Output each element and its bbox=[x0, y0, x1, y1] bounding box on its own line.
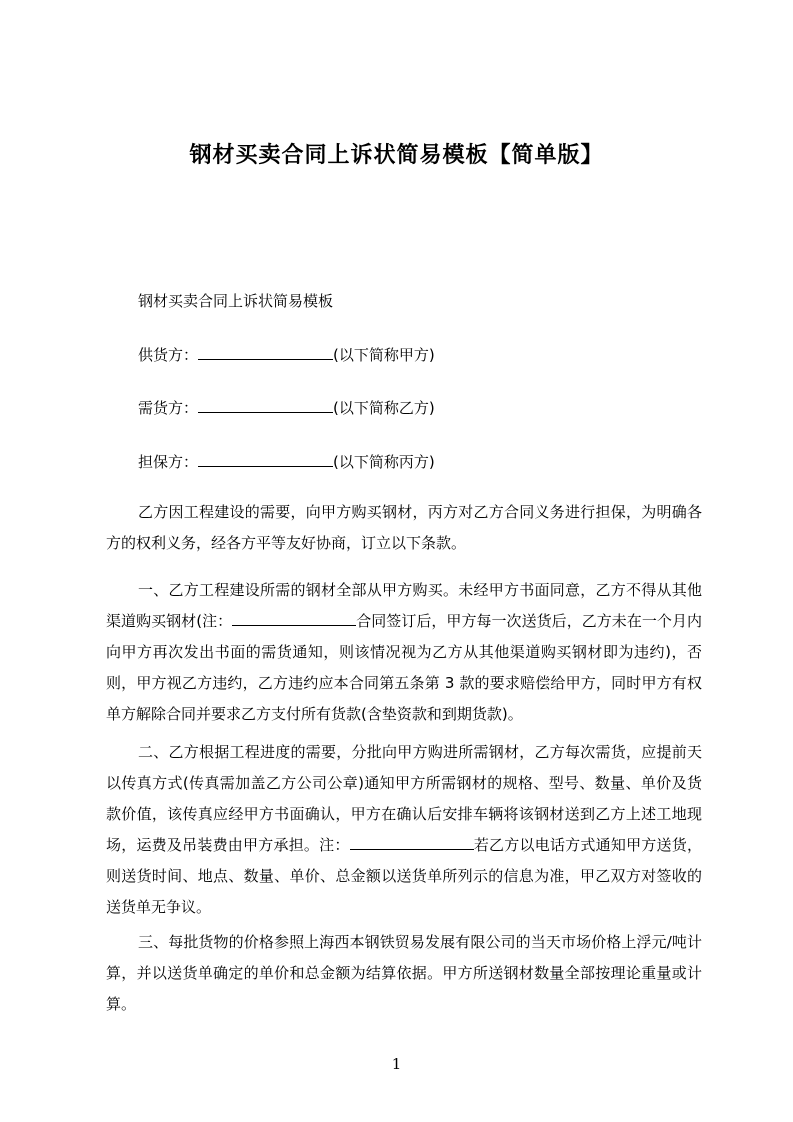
clause-3-paragraph: 三、每批货物的价格参照上海西本钢铁贸易发展有限公司的当天市场价格上浮元/吨计算，并以送货单确定的单价和总金额为结算依据。甲方所送钢材数量全部按理论重量或计算。 bbox=[106, 933, 702, 1013]
party-buyer-blank bbox=[198, 398, 333, 413]
document-title: 钢材买卖合同上诉状简易模板【简单版】 bbox=[189, 143, 604, 168]
party-buyer-suffix: (以下简称乙方) bbox=[333, 399, 435, 417]
party-buyer bbox=[138, 397, 435, 419]
page-number: 1 bbox=[391, 1055, 402, 1073]
party-supplier-label: 供货方： bbox=[138, 346, 199, 364]
clause-1-text-end: 合同签订后，甲方每一次送货后，乙方未在一个月内向甲方再次发出书面的需货通知，则该情况视为乙方从其他渠道购买钢材即为违约)，否则，甲方视乙方违约，乙方违约应本合同第五条第 3 款的要求赔偿给甲方，同时甲方有权单方解除合同并要求乙方支付所有货款(含垫资款和到期货款)。 bbox=[106, 612, 702, 723]
party-guarantor bbox=[138, 451, 435, 473]
party-supplier bbox=[138, 344, 435, 366]
document-subtitle: 钢材买卖合同上诉状简易模板 bbox=[138, 292, 334, 310]
party-guarantor-blank bbox=[198, 452, 333, 467]
clause-1-blank bbox=[232, 611, 356, 626]
clause-1-text-start: 一、乙方工程建设所需的钢材全部从甲方购买。未经甲方书面同意，乙方不得从其他渠道购买钢材(注： bbox=[106, 581, 702, 630]
party-supplier-blank bbox=[198, 345, 333, 360]
clause-2-text-start: 二、乙方根据工程进度的需要，分批向甲方购进所需钢材，乙方每次需货，应提前天以传真方式(传真需加盖乙方公司公章)通知甲方所需钢材的规格、型号、数量、单价及货款价值，该传真应经甲方书面确认，甲方在确认后安排车辆将该钢材送到乙方上述工地现场，运费及吊装费由甲方承担。注： bbox=[106, 743, 702, 854]
party-supplier-suffix: (以下简称甲方) bbox=[333, 346, 435, 364]
clause-2-blank bbox=[350, 835, 474, 850]
clause-1-paragraph bbox=[106, 575, 702, 730]
party-buyer-label: 需货方： bbox=[138, 399, 199, 417]
party-guarantor-suffix: (以下简称丙方) bbox=[333, 453, 435, 471]
clause-2-paragraph bbox=[106, 737, 702, 923]
clause-2-text-end: 若乙方以电话方式通知甲方送货，则送货时间、地点、数量、单价、总金额以送货单所列示的信息为准，甲乙双方对签收的送货单无争议。 bbox=[106, 836, 702, 916]
intro-paragraph: 乙方因工程建设的需要，向甲方购买钢材，丙方对乙方合同义务进行担保，为明确各方的权利义务，经各方平等友好协商，订立以下条款。 bbox=[106, 503, 702, 552]
party-guarantor-label: 担保方： bbox=[138, 453, 199, 471]
